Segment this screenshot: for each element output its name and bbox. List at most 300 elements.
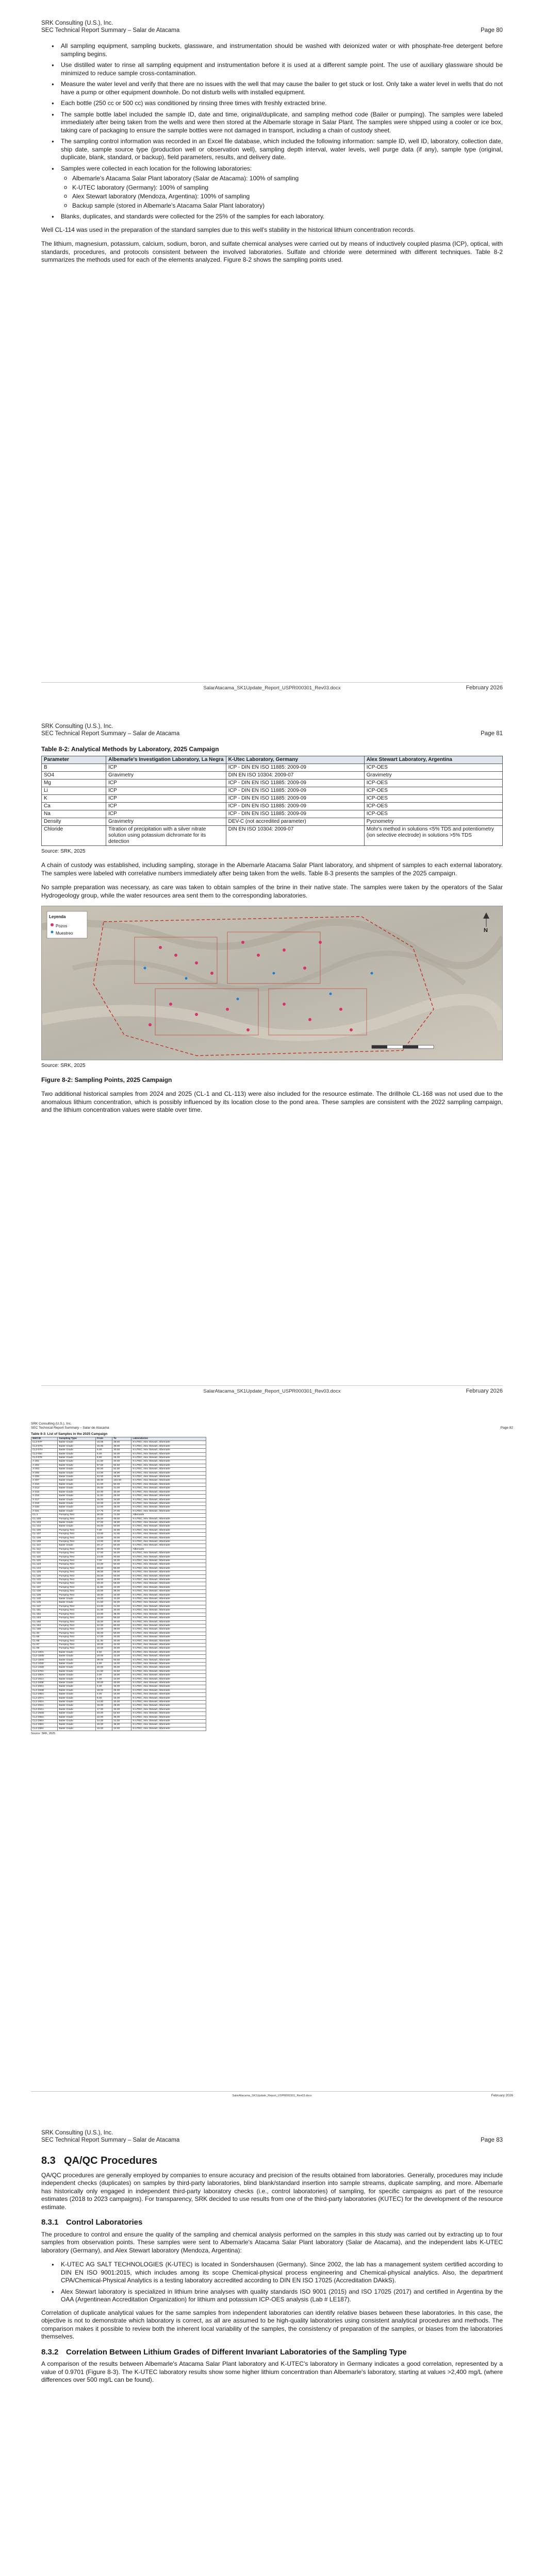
table-cell: Pumping Test: [58, 1560, 96, 1563]
table-cell: Pumping Test: [58, 1613, 96, 1616]
table-cell: Ca: [42, 802, 106, 810]
table-row: [31, 1487, 206, 1490]
table-cell: 31.00: [95, 1609, 112, 1613]
table-cell: 23.00: [95, 1613, 112, 1616]
list-item: ● The sampling control information was recorded in an Excel file database, which included the following information: sample ID, well ID, laboratory, collection date, ship date, sample source type (production well or observation well), sampling depth interval, water levels, well purge data (if any), sample type (original, duplicate, blank, standard, or backup), field parameters, results, and delivery date.: [41, 138, 503, 162]
table-cell: CL2-292A: [31, 1701, 58, 1704]
table-cell: K-UTEC, Alex Stewart, Albemarle: [131, 1682, 206, 1685]
table-cell: K-UTEC, Alex Stewart, Albemarle: [131, 1521, 206, 1524]
table-cell: Pumping Test: [58, 1643, 96, 1647]
table-cell: CL-110: [31, 1544, 58, 1548]
table-cell: 22.00: [95, 1502, 112, 1505]
table-cell: 50.00: [112, 1658, 131, 1662]
table-cell: ICP - DIN EN ISO 11885: 2009-09: [226, 794, 364, 802]
column-header: Albemarle's Investigation Laboratory, La Negra: [106, 756, 226, 764]
table-row: [42, 787, 503, 794]
table-row: [31, 1498, 206, 1502]
table-cell: 4.00: [95, 1693, 112, 1697]
footer-filename: SalarAtacama_SK1Update_Report_USPR000301_Rev03.docx: [203, 685, 341, 691]
table-row: [31, 1632, 206, 1635]
table-cell: Pumping Test: [58, 1579, 96, 1582]
table-cell: Pumping Test: [58, 1574, 96, 1578]
table-row: [31, 1662, 206, 1666]
paragraph: A comparison of the results between Albemarle's Atacama Salar Plant laboratory and K-UTEC's laboratory in Germany indicates a good correlation, represented by a value of 0.9701 (Figure 8-3). The K-UTEC laboratory results show some higher lithium concentration than Albemarle's laboratory, starting at values >2,400 mg/L (where differences over 500 mg/L can be found).: [41, 2360, 503, 2383]
table-cell: Bailer Grade: [58, 1449, 96, 1452]
table-cell: K-UTEC, Alex Stewart, Albemarle: [131, 1723, 206, 1727]
table-cell: K-UTEC, Alex Stewart, Albemarle: [131, 1677, 206, 1681]
table-cell: K-UTEC, Alex Stewart, Albemarle: [131, 1697, 206, 1700]
table-cell: 13.00: [95, 1533, 112, 1536]
table-cell: K-UTEC, Alex Stewart, Albemarle: [131, 1536, 206, 1540]
table-row: [31, 1495, 206, 1498]
table-cell: Bailer Grade: [58, 1689, 96, 1692]
table-cell: 40.00: [112, 1682, 131, 1685]
column-header: From: [95, 1437, 112, 1441]
table-cell: CL-120: [31, 1560, 58, 1563]
table-row: [31, 1682, 206, 1685]
table-cell: CL2-285A: [31, 1693, 58, 1697]
subsection-title: Control Laboratories: [66, 2218, 143, 2227]
table-row: [31, 1704, 206, 1708]
table-cell: K-UTEC, Alex Stewart, Albemarle: [131, 1670, 206, 1673]
sublist-item: o Alex Stewart laboratory (Mendoza, Argentina): 100% of sampling: [61, 193, 503, 201]
table-row: [31, 1548, 206, 1551]
page-body: [41, 2154, 503, 2391]
table-cell: 21.50: [95, 1601, 112, 1605]
list-item: [41, 165, 503, 210]
table-cell: CL-124: [31, 1567, 58, 1570]
table-cell: Pumping Test: [58, 1647, 96, 1651]
table-cell: ICP-OES: [364, 787, 502, 794]
table-cell: A-316: [31, 1495, 58, 1498]
table-cell: CL-108: [31, 1536, 58, 1540]
table-cell: ICP: [106, 787, 226, 794]
table-row: [42, 764, 503, 771]
table-cell: 30.00: [112, 1449, 131, 1452]
table-row: [31, 1529, 206, 1532]
table-cell: 24.00: [95, 1555, 112, 1559]
table-cell: 40.00: [112, 1540, 131, 1544]
table-cell: Gravimetry: [106, 771, 226, 779]
table-cell: CL-139: [31, 1594, 58, 1597]
table-cell: 5.80: [95, 1456, 112, 1460]
table-cell: Bailer Grade: [58, 1720, 96, 1723]
table-cell: 34.00: [112, 1552, 131, 1555]
table-cell: CL3-07G: [31, 1445, 58, 1448]
table-cell: 30.00: [112, 1620, 131, 1624]
page-header: [41, 723, 503, 737]
table-row: [31, 1456, 206, 1460]
table-cell: A-315: [31, 1490, 58, 1494]
column-header: Well ID: [31, 1437, 58, 1441]
table-cell: 30.00: [95, 1514, 112, 1517]
table-cell: 38.00: [112, 1723, 131, 1727]
table-cell: Bailer Grade: [58, 1716, 96, 1719]
table-cell: 32.00: [112, 1701, 131, 1704]
table-cell: Bailer Grade: [58, 1693, 96, 1697]
table-cell: 42.00: [112, 1502, 131, 1505]
table-cell: CL-103: [31, 1521, 58, 1524]
company-name: SRK Consulting (U.S.), Inc.: [41, 723, 113, 730]
table-cell: K-UTEC, Alex Stewart, Albemarle: [131, 1555, 206, 1559]
page-number: Page 82: [500, 1426, 513, 1430]
table-cell: 40.00: [112, 1636, 131, 1639]
table-row: [31, 1521, 206, 1524]
table-row: [31, 1514, 206, 1517]
table-cell: Pumping Test: [58, 1563, 96, 1567]
table-cell: 24.00: [112, 1727, 131, 1731]
table-cell: CL-107: [31, 1533, 58, 1536]
table-cell: K-UTEC, Alex Stewart, Albemarle: [131, 1651, 206, 1654]
table-cell: K-UTEC, Alex Stewart, Albemarle: [131, 1632, 206, 1635]
table-row: [31, 1639, 206, 1643]
table-row: [31, 1471, 206, 1475]
list-item-text: Samples were collected in each location for the following laboratories:: [61, 164, 252, 172]
table-cell: 72.00: [112, 1548, 131, 1551]
table-row: [31, 1720, 206, 1723]
table-cell: K-UTEC, Alex Stewart, Albemarle: [131, 1712, 206, 1716]
table-row: [31, 1510, 206, 1513]
list-item: ● Blanks, duplicates, and standards were collected for the 25% of the samples for each laboratory.: [41, 213, 503, 221]
table-cell: K-UTEC, Alex Stewart, Albemarle: [131, 1449, 206, 1452]
table-cell: A-313: [31, 1487, 58, 1490]
table-cell: 27.00: [112, 1510, 131, 1513]
table-cell: ICP - DIN EN ISO 11885: 2009-09: [226, 810, 364, 818]
table-cell: Pumping Test: [58, 1517, 96, 1521]
table-cell: Gravimetry: [364, 771, 502, 779]
table-cell: Bailer Grade: [58, 1544, 96, 1548]
table-cell: DEV-C (not accredited parameter): [226, 818, 364, 825]
table-cell: CL2-100A: [31, 1651, 58, 1654]
table-cell: 21.50: [95, 1670, 112, 1673]
table-row: [31, 1533, 206, 1536]
table-row: [31, 1628, 206, 1632]
table-cell: 48.00: [112, 1521, 131, 1524]
page-body: [41, 42, 503, 270]
table-cell: 32.00: [112, 1529, 131, 1532]
table-cell: 7.00: [95, 1560, 112, 1563]
table-cell: 15.00: [112, 1685, 131, 1689]
table-cell: K-UTEC, Alex Stewart, Albemarle: [131, 1647, 206, 1651]
table-cell: K-UTEC, Alex Stewart, Albemarle: [131, 1704, 206, 1708]
table-cell: K-UTEC, Alex Stewart, Albemarle: [131, 1495, 206, 1498]
table-cell: CL-132: [31, 1579, 58, 1582]
table-cell: 40.00: [112, 1639, 131, 1643]
table-cell: 18.00: [95, 1689, 112, 1692]
table-cell: Bailer Grade: [58, 1502, 96, 1505]
table-row: [31, 1525, 206, 1529]
table-cell: 33.00: [112, 1708, 131, 1711]
table-cell: 19.00: [95, 1598, 112, 1601]
table-cell: 16.00: [95, 1704, 112, 1708]
table-cell: A-306: [31, 1476, 58, 1479]
table-cell: 52.50: [112, 1712, 131, 1716]
table-cell: CL-118: [31, 1555, 58, 1559]
table-row: [31, 1452, 206, 1456]
report-title: SEC Technical Report Summary – Salar de Atacama: [31, 1426, 109, 1430]
table-cell: Bailer Grade: [58, 1723, 96, 1727]
table-cell: K-UTEC, Alex Stewart, Albemarle: [131, 1490, 206, 1494]
table-row: [31, 1544, 206, 1548]
table-cell: 34.00: [95, 1563, 112, 1567]
table-cell: K-UTEC, Alex Stewart, Albemarle: [131, 1586, 206, 1589]
table-cell: K-UTEC, Alex Stewart, Albemarle: [131, 1655, 206, 1658]
table-cell: Bailer Grade: [58, 1471, 96, 1475]
table-cell: ICP - DIN EN ISO 11885: 2009-09: [226, 787, 364, 794]
table-row: [31, 1708, 206, 1711]
section-title: QA/QC Procedures: [64, 2155, 158, 2166]
table-cell: 30.00: [95, 1548, 112, 1551]
sublist-item: o K-UTEC laboratory (Germany): 100% of sampling: [61, 184, 503, 192]
table-row: [31, 1624, 206, 1628]
table-cell: K-UTEC, Alex Stewart, Albemarle: [131, 1560, 206, 1563]
table-cell: 50.00: [112, 1483, 131, 1486]
table-cell: CL-113: [31, 1548, 58, 1551]
table-cell: Bailer Grade: [58, 1506, 96, 1510]
analytical-methods-table: [41, 756, 503, 846]
table-cell: CL-59: [31, 1636, 58, 1639]
table-row: [31, 1517, 206, 1521]
list-item: ● Each bottle (250 cc or 500 cc) was conditioned by rinsing three times with freshly extracted brine.: [41, 99, 503, 108]
table-cell: 42.00: [95, 1476, 112, 1479]
page-header: [31, 1422, 513, 1430]
table-cell: K-UTEC, Alex Stewart, Albemarle: [131, 1452, 206, 1456]
table-cell: CL-138: [31, 1590, 58, 1594]
table-row: [31, 1677, 206, 1681]
footer-date: February 2026: [491, 2094, 513, 2097]
table-cell: 36.00: [112, 1590, 131, 1594]
table-cell: K-UTEC, Alex Stewart, Albemarle: [131, 1624, 206, 1628]
table-cell: 42.00: [95, 1624, 112, 1628]
table-cell: 36.00: [112, 1716, 131, 1719]
table-cell: Bailer Grade: [58, 1452, 96, 1456]
table-cell: 32.00: [112, 1601, 131, 1605]
paragraph: A chain of custody was established, including sampling, storage in the Albemarle Atacama Salar Plant laboratory, and shipment of samples to each external laboratory. The samples were labeled with correlative numbers immediately after being taken from the wells. Table 8-3 presents the samples of the 2025 campaign.: [41, 861, 503, 877]
table-cell: K-UTEC, Alex Stewart, Albemarle: [131, 1471, 206, 1475]
table-cell: 13.00: [95, 1540, 112, 1544]
table-cell: 22.00: [95, 1716, 112, 1719]
table-cell: CL-151: [31, 1609, 58, 1613]
table-cell: K-UTEC, Alex Stewart, Albemarle: [131, 1582, 206, 1586]
table-row: [31, 1460, 206, 1464]
table-row: [31, 1601, 206, 1605]
table-row: [31, 1506, 206, 1510]
table-cell: K-UTEC, Alex Stewart, Albemarle: [131, 1552, 206, 1555]
table-caption: Table 8-2: Analytical Methods by Laboratory, 2025 Campaign: [41, 745, 219, 753]
table-cell: DIN EN ISO 10304: 2009-07: [226, 825, 364, 845]
table-cell: Bailer Grade: [58, 1666, 96, 1670]
table-cell: CL3-07E: [31, 1456, 58, 1460]
table-cell: K-UTEC, Alex Stewart, Albemarle: [131, 1628, 206, 1632]
table-cell: K-UTEC, Alex Stewart, Albemarle: [131, 1517, 206, 1521]
table-cell: 22.00: [95, 1490, 112, 1494]
list-item: ● Alex Stewart laboratory is specialized in lithium brine analyses with quality standards ISO 9001 (2015) and ISO 17025 (2017) and certified in Argentina by the OAA (Argentinean Accreditation Organization) for lithium and potassium ICP-OES analysis (Lab # LE187).: [41, 2288, 503, 2304]
table-row: [31, 1697, 206, 1700]
table-cell: 18.00: [95, 1594, 112, 1597]
page-number: Page 81: [481, 731, 503, 737]
company-name: SRK Consulting (U.S.), Inc.: [41, 20, 113, 26]
table-row: [31, 1490, 206, 1494]
table-cell: K-UTEC, Alex Stewart, Albemarle: [131, 1601, 206, 1605]
table-cell: 40.00: [112, 1536, 131, 1540]
table-cell: K-UTEC, Alex Stewart, Albemarle: [131, 1445, 206, 1448]
table-cell: 40.00: [112, 1460, 131, 1464]
table-cell: 21.50: [95, 1460, 112, 1464]
table-cell: K-UTEC, Alex Stewart, Albemarle: [131, 1441, 206, 1445]
table-row: [31, 1552, 206, 1555]
table-cell: 52.00: [112, 1468, 131, 1471]
map-image: [42, 906, 503, 1060]
table-cell: CL2-102E: [31, 1662, 58, 1666]
table-cell: K-UTEC, Alex Stewart, Albemarle: [131, 1502, 206, 1505]
table-cell: CL-109: [31, 1540, 58, 1544]
table-cell: 15.00: [95, 1620, 112, 1624]
paragraph: QA/QC procedures are generally employed by companies to ensure accuracy and precision of the results obtained from laboratories. Generally, procedures may include independent checks (duplicates) on samples by third-party laboratories, blind blank/standard insertion into sample streams, duplicate sampling, and more. Albemarle has historically only engaged in independent third-party laboratory checks (i.e., control laboratories) of sampling, for specific campaigns as part of the resource estimates (2018 to 2023 campaigns). For transparency, SRK decided to use results from one of the third-party laboratories (KUTEC) for the development of the resource estimate.: [41, 2171, 503, 2211]
sublist-item: o Albemarle's Atacama Salar Plant laboratory (Salar de Atacama): 100% of sampling: [61, 175, 503, 183]
table-cell: 15.00: [112, 1662, 131, 1666]
table-row: [31, 1449, 206, 1452]
table-cell: K-UTEC, Alex Stewart, Albemarle: [131, 1498, 206, 1502]
column-header: K-Utec Laboratory, Germany: [226, 756, 364, 764]
section-heading: [41, 2157, 503, 2165]
table-header-row: [42, 756, 503, 764]
table-cell: K-UTEC, Alex Stewart, Albemarle: [131, 1579, 206, 1582]
table-row: [31, 1598, 206, 1601]
table-cell: K-UTEC, Alex Stewart, Albemarle: [131, 1658, 206, 1662]
table-row: [42, 802, 503, 810]
table-row: [31, 1651, 206, 1654]
sublist-item: o Backup sample (stored in Albemarle's Atacama Salar Plant laboratory): [61, 202, 503, 210]
table-cell: Bailer Grade: [58, 1479, 96, 1483]
table-cell: 11.00: [95, 1495, 112, 1498]
table-cell: 29.00: [95, 1655, 112, 1658]
table-cell: CL-104: [31, 1525, 58, 1529]
table-cell: 26.00: [95, 1487, 112, 1490]
table-cell: 50.00: [112, 1632, 131, 1635]
table-cell: Titration of precipitation with a silver nitrate solution using potassium dichromate for its detection: [106, 825, 226, 845]
table-cell: 56.00: [112, 1617, 131, 1620]
table-cell: Chloride: [42, 825, 106, 845]
table-cell: Bailer Grade: [58, 1651, 96, 1654]
table-cell: Bailer Grade: [58, 1445, 96, 1448]
table-row: [31, 1693, 206, 1697]
table-cell: CL-88: [31, 1639, 58, 1643]
table-cell: 37.00: [95, 1521, 112, 1524]
table-cell: CL-98: [31, 1647, 58, 1651]
page-footer: [41, 682, 503, 691]
table-cell: CL2-284A: [31, 1685, 58, 1689]
table-cell: 40.00: [112, 1555, 131, 1559]
table-cell: CL-137: [31, 1586, 58, 1589]
table-cell: 5.00: [95, 1449, 112, 1452]
paragraph: No sample preparation was necessary, as care was taken to obtain samples of the brine in their native state. The samples were taken by the operators of the Salar Hydrogeology group, while the water resources area sent them to the corresponding laboratories.: [41, 884, 503, 899]
table-cell: 11.30: [95, 1639, 112, 1643]
table-cell: K-UTEC, Alex Stewart, Albemarle: [131, 1533, 206, 1536]
table-cell: Bailer Grade: [58, 1701, 96, 1704]
table-cell: A-318: [31, 1502, 58, 1505]
list-item: ● Measure the water level and verify that there are no issues with the well that may cause the bailer to get stuck or lost. Only take a water level in wells that do not have a pump or other equipment downhole. Do not disturb wells with installed equipment.: [41, 80, 503, 96]
table-cell: ICP: [106, 802, 226, 810]
table-cell: Bailer Grade: [58, 1670, 96, 1673]
table-cell: SO4: [42, 771, 106, 779]
column-header: Parameter: [42, 756, 106, 764]
table-cell: Pumping Test: [58, 1590, 96, 1594]
table-row: [31, 1579, 206, 1582]
table-row: [31, 1605, 206, 1608]
table-cell: Pumping Test: [58, 1582, 96, 1586]
table-cell: ICP-OES: [364, 802, 502, 810]
table-cell: CL2-296A: [31, 1720, 58, 1723]
table-cell: 25.00: [112, 1689, 131, 1692]
table-cell: CL-128: [31, 1571, 58, 1574]
table-cell: 11.68: [95, 1586, 112, 1589]
report-page-80: [0, 0, 544, 703]
table-cell: K-UTEC, Alex Stewart, Albemarle: [131, 1563, 206, 1567]
report-page-83: [0, 2110, 544, 2576]
table-cell: K-UTEC, Alex Stewart, Albemarle: [131, 1674, 206, 1677]
table-cell: CL-106: [31, 1529, 58, 1532]
table-cell: K-UTEC, Alex Stewart, Albemarle: [131, 1464, 206, 1467]
table-cell: Pumping Test: [58, 1552, 96, 1555]
table-row: [31, 1571, 206, 1574]
table-row: [31, 1441, 206, 1445]
table-cell: 12.00: [95, 1536, 112, 1540]
table-cell: 45.00: [112, 1506, 131, 1510]
laboratory-sublist: [61, 175, 503, 210]
table-cell: K-UTEC, Alex Stewart, Albemarle: [131, 1525, 206, 1529]
table-row: [42, 810, 503, 818]
table-cell: 30.00: [95, 1682, 112, 1685]
samples-table: [31, 1437, 206, 1731]
column-header: Laboratories: [131, 1437, 206, 1441]
table-cell: K-UTEC, Alex Stewart, Albemarle: [131, 1617, 206, 1620]
table-cell: K-UTEC, Alex Stewart, Albemarle: [131, 1544, 206, 1548]
table-cell: Bailer Grade: [58, 1727, 96, 1731]
table-cell: Albemarle: [131, 1514, 206, 1517]
page-number: Page 83: [481, 2137, 503, 2143]
table-cell: 18.00: [95, 1579, 112, 1582]
report-page-82: [0, 1406, 544, 2110]
table-cell: ICP-OES: [364, 779, 502, 787]
column-header: Sampling Type: [58, 1437, 96, 1441]
table-cell: 36.00: [112, 1441, 131, 1445]
table-cell: 12.00: [95, 1628, 112, 1632]
table-row: [42, 818, 503, 825]
table-row: [31, 1540, 206, 1544]
table-cell: 50.00: [112, 1563, 131, 1567]
table-row: [31, 1727, 206, 1731]
table-cell: K-UTEC, Alex Stewart, Albemarle: [131, 1636, 206, 1639]
table-cell: A-321: [31, 1510, 58, 1513]
table-cell: Bailer Grade: [58, 1460, 96, 1464]
table-cell: Bailer Grade: [58, 1601, 96, 1605]
table-cell: ICP - DIN EN ISO 11885: 2009-09: [226, 764, 364, 771]
table-cell: K-UTEC, Alex Stewart, Albemarle: [131, 1689, 206, 1692]
table-cell: CL-100: [31, 1517, 58, 1521]
table-cell: K-UTEC, Alex Stewart, Albemarle: [131, 1639, 206, 1643]
table-cell: 22.00: [95, 1617, 112, 1620]
table-cell: Pumping Test: [58, 1609, 96, 1613]
column-header: To: [112, 1437, 131, 1441]
table-cell: 15.00: [95, 1498, 112, 1502]
table-cell: K-UTEC, Alex Stewart, Albemarle: [131, 1483, 206, 1486]
table-cell: Mohr's method in solutions <5% TDS and potentiometry (ion selective electrode) in solutions >5% TDS: [364, 825, 502, 845]
table-cell: Pumping Test: [58, 1571, 96, 1574]
table-cell: CL2-102D: [31, 1666, 58, 1670]
table-cell: Pumping Test: [58, 1533, 96, 1536]
table-cell: CL-1: [31, 1514, 58, 1517]
table-row: [42, 825, 503, 845]
